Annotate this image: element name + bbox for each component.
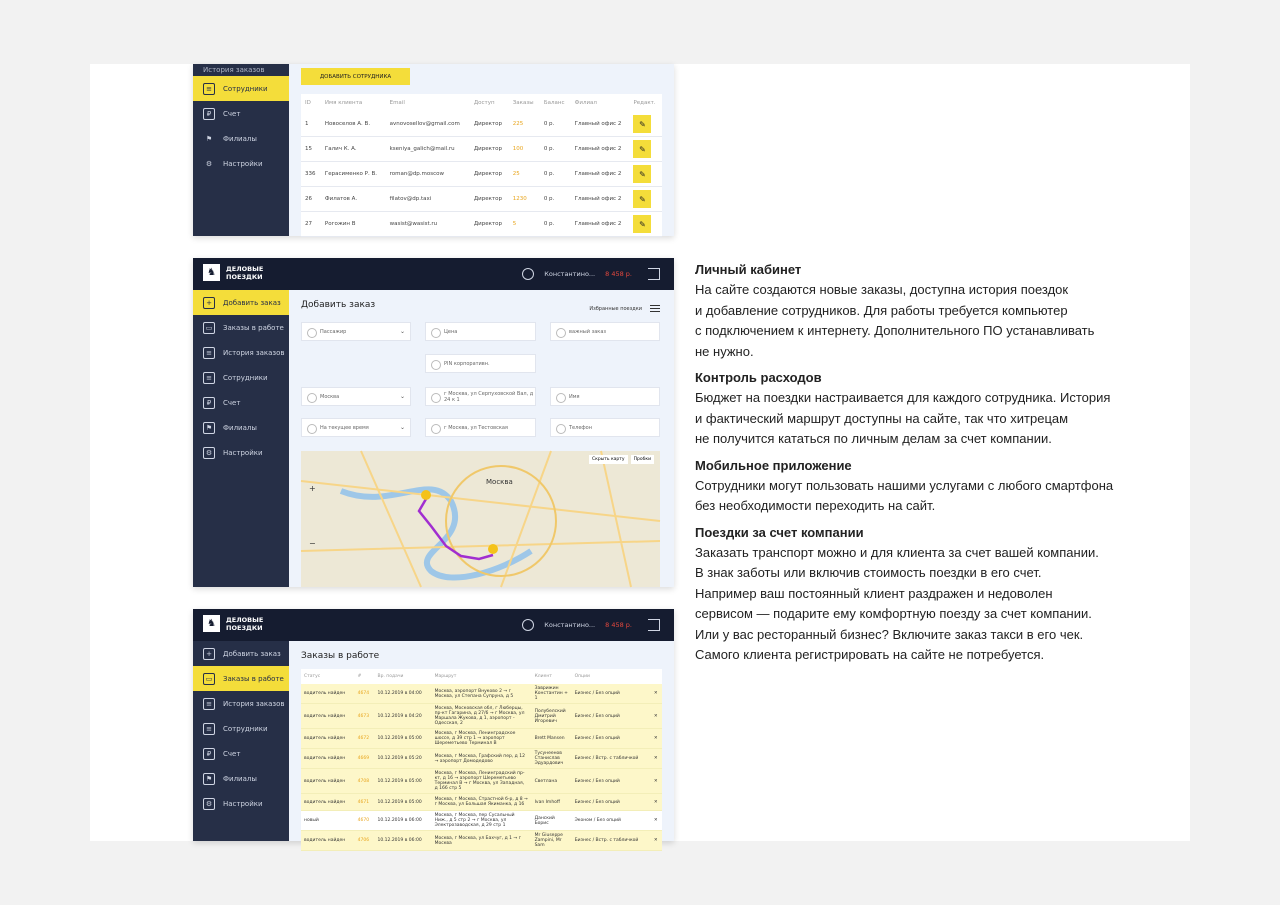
sidebar: [193, 64, 289, 236]
gear-icon: ⚙: [203, 798, 215, 810]
cell-status: водитель найден: [301, 729, 355, 749]
add-order-icon: +: [203, 297, 215, 309]
column-header: Редакт.: [633, 100, 656, 106]
sidebar-item[interactable]: [193, 716, 289, 741]
cell-num: 4673: [355, 704, 375, 729]
sidebar-item[interactable]: [193, 666, 289, 691]
sidebar-item-employees[interactable]: ≡ Сотрудники: [193, 76, 289, 101]
cell-route: Москва, г Москва, ул Бахчуг, д 1 → г Москва: [432, 831, 532, 851]
cell-id: 26: [301, 187, 321, 212]
menu-icon[interactable]: [650, 305, 660, 312]
sidebar-item-settings[interactable]: ⚙ Настройки: [193, 151, 289, 176]
cell-time: 10.12.2019 в 06:00: [375, 831, 432, 851]
section-body: Заказать транспорт можно и для клиента за счет вашей компании. В знак заботы или включив стоимость поездки в его счет. Например ваш постоянный клиент раздражен и недоволен сервисом — подарите ему комфортную поезду за счет компании. Или у вас ресторанный бизнес? Включите заказ такси в его чек. Самого клиента регистрировать на сайте не потребуется.: [695, 544, 1099, 662]
sidebar-item-label: Добавить заказ: [223, 298, 281, 307]
sidebar-item-label: Филиалы: [223, 774, 257, 783]
sidebar-item[interactable]: [193, 340, 289, 365]
cell-route: Москва, г Москва, Ленинградское шоссе, д 39 стр 1 → аэропорт Шереметьево Терминал В: [432, 729, 532, 749]
favorites-link[interactable]: Избранные поездки: [589, 306, 642, 312]
cell-name: Рогожин В: [321, 212, 386, 237]
document-icon: ▭: [203, 673, 215, 685]
chevron-down-icon: ⌄: [399, 393, 405, 400]
sidebar-item-label: Сотрудники: [223, 724, 268, 733]
cell-time: 10.12.2019 в 06:00: [375, 811, 432, 831]
sidebar-item-label: Филиалы: [223, 423, 257, 432]
table-row[interactable]: [301, 811, 662, 831]
column-header: Доступ: [473, 100, 495, 106]
user-icon[interactable]: [522, 619, 534, 631]
sidebar-item[interactable]: [193, 741, 289, 766]
cell-branch: Главный офис 2: [571, 187, 630, 212]
cell-edit: [629, 112, 662, 137]
sidebar: [193, 641, 289, 841]
cell-route: Москва, г Москва, Ленинградский пр-кт, д 16 → аэропорт Шереметьево Терминал В → г Москва, ул Западная, д 166 стр 5: [432, 769, 532, 794]
cell-time: 10.12.2019 в 05:20: [375, 749, 432, 769]
table-row[interactable]: [301, 729, 662, 749]
balance: 8 458 р.: [605, 270, 632, 278]
cell-email: roman@dp.moscow: [386, 162, 470, 187]
cell-status: водитель найден: [301, 794, 355, 811]
cell-close: [651, 749, 662, 769]
cell-balance: 0 р.: [540, 212, 571, 237]
user-name[interactable]: Константино...: [544, 270, 596, 278]
cell-num: 4672: [355, 729, 375, 749]
cell-num: 4706: [355, 831, 375, 851]
cell-orders: 100: [509, 137, 540, 162]
cell-id: 27: [301, 212, 321, 237]
logout-icon[interactable]: [648, 619, 660, 631]
sidebar-item[interactable]: [193, 390, 289, 415]
sidebar-item-label: Настройки: [223, 799, 263, 808]
badge-icon: ≡: [203, 372, 215, 384]
section-title: Мобильное приложение: [695, 457, 852, 473]
cell-close: [651, 704, 662, 729]
cell-opt: Бизнес / Без опций: [572, 704, 651, 729]
sidebar-item[interactable]: [193, 641, 289, 666]
cell-access: Директор: [470, 137, 509, 162]
map-svg: [301, 451, 660, 587]
price-input[interactable]: Цена: [425, 322, 536, 341]
end-pin-icon: [488, 544, 498, 554]
orders-table: [301, 669, 662, 851]
cell-email: wasist@wasist.ru: [386, 212, 470, 237]
document-icon: ▭: [203, 322, 215, 334]
close-icon[interactable]: ✕: [653, 818, 658, 823]
important-checkbox[interactable]: важный заказ: [550, 322, 660, 341]
address-to-input[interactable]: г Москва, ул Тестовская: [425, 418, 536, 437]
cell-close: [651, 684, 662, 704]
sidebar-item[interactable]: [193, 315, 289, 340]
table-row[interactable]: [301, 684, 662, 704]
table-row[interactable]: [301, 794, 662, 811]
cell-edit: [629, 187, 662, 212]
cell-close: [651, 811, 662, 831]
cell-access: Директор: [470, 187, 509, 212]
section-title: Поездки за счет компании: [695, 524, 864, 540]
cell-opt: Бизнес / Без опций: [572, 684, 651, 704]
cell-client: Ivan Imhoff: [532, 794, 572, 811]
section-body: На сайте создаются новые заказы, доступна история поездок и добавление сотрудников. Для работы требуется компьютер с подключением к интернету. Дополнительного ПО устанавливать не нужно.: [695, 282, 1095, 359]
cell-opt: Бизнес / Без опций: [572, 794, 651, 811]
edit-button[interactable]: ✎: [633, 215, 651, 233]
cell-route: Москва, г Москва, Графский пер, д 12 → аэропорт Домодедово: [432, 749, 532, 769]
flag-icon: ⚑: [203, 773, 215, 785]
cell-access: Директор: [470, 212, 509, 237]
cell-route: Москва, г Москва, Страстной б-р, д 8 → г Москва, ул Большая Якиманка, д 16: [432, 794, 532, 811]
column-header: Маршрут: [434, 674, 457, 679]
cell-access: Директор: [470, 162, 509, 187]
cell-id: 1: [301, 112, 321, 137]
start-pin-icon: [421, 490, 431, 500]
sidebar-item[interactable]: [193, 365, 289, 390]
table-row[interactable]: [301, 769, 662, 794]
cell-status: водитель найден: [301, 769, 355, 794]
sidebar-item[interactable]: [193, 766, 289, 791]
cell-branch: Главный офис 2: [571, 137, 630, 162]
cell-status: водитель найден: [301, 684, 355, 704]
add-employee-button[interactable]: ДОБАВИТЬ СОТРУДНИКА: [301, 68, 410, 85]
ruble-icon: ₽: [203, 108, 215, 120]
history-icon: ≡: [203, 698, 215, 710]
add-order-icon: +: [203, 648, 215, 660]
logo[interactable]: ♞ ДЕЛОВЫЕ ПОЕЗДКИ: [203, 264, 263, 281]
sidebar-item-label: Настройки: [223, 448, 263, 457]
orders-screenshot: [193, 609, 674, 848]
sidebar-item[interactable]: [193, 415, 289, 440]
cell-num: 4674: [355, 684, 375, 704]
city-select[interactable]: Москва ⌄: [301, 387, 411, 406]
cell-client: Заврижин Константин + 1: [532, 684, 572, 704]
sidebar-item-label: Сотрудники: [223, 373, 268, 382]
chevron-down-icon: ⌄: [399, 424, 405, 431]
column-header: Имя клиента: [324, 100, 363, 106]
close-icon[interactable]: ✕: [653, 736, 658, 741]
cell-num: 4708: [355, 769, 375, 794]
table-row[interactable]: [301, 187, 662, 212]
close-icon[interactable]: ✕: [653, 691, 658, 696]
cell-email: filatov@dp.taxi: [386, 187, 470, 212]
cell-client: Brett Mansen: [532, 729, 572, 749]
cell-opt: Бизнес / Без опций: [572, 729, 651, 749]
gear-icon: ⚙: [205, 159, 213, 168]
edit-button[interactable]: ✎: [633, 140, 651, 158]
cell-name: Филатов А.: [321, 187, 386, 212]
cell-status: новый: [301, 811, 355, 831]
passenger-select[interactable]: Пассажир ⌄: [301, 322, 411, 341]
close-icon[interactable]: ✕: [653, 713, 658, 719]
user-icon[interactable]: [522, 268, 534, 280]
add-order-screenshot: [193, 258, 674, 587]
close-icon[interactable]: ✕: [653, 799, 658, 805]
route-map[interactable]: [301, 451, 660, 587]
cell-orders: 25: [509, 162, 540, 187]
cell-name: Герасименко Р. В.: [321, 162, 386, 187]
cell-status: водитель найден: [301, 831, 355, 851]
gear-icon: ⚙: [203, 447, 215, 459]
close-icon[interactable]: ✕: [653, 778, 658, 784]
sidebar-item-label: История заказов: [223, 699, 285, 708]
cell-access: Директор: [470, 112, 509, 137]
topbar: [193, 258, 674, 290]
employees-screenshot: [193, 64, 674, 236]
cell-time: 10.12.2019 в 04:20: [375, 704, 432, 729]
cell-route: Москва, Московская обл, г Люберцы, пр-кт Гагарина, д 27/6 → г Москва, ул Маршала Жукова, д 1, аэропорт - Одесская, 2: [432, 704, 532, 729]
page-title: Заказы в работе: [301, 651, 380, 661]
topbar: [193, 609, 674, 641]
sidebar-item[interactable]: [193, 440, 289, 465]
section-title: Контроль расходов: [695, 370, 822, 385]
edit-button[interactable]: ✎: [633, 190, 651, 208]
time-select[interactable]: На текущее время ⌄: [301, 418, 411, 437]
cell-branch: Главный офис 2: [571, 162, 630, 187]
sidebar-item-label: Добавить заказ: [223, 649, 281, 658]
column-header: Опции: [574, 674, 590, 679]
column-header: Email: [389, 100, 405, 106]
sidebar-item-history[interactable]: История заказов: [203, 66, 265, 74]
cell-name: Галич К. А.: [321, 137, 386, 162]
map-city-label: Москва: [486, 478, 513, 486]
cell-branch: Главный офис 2: [571, 212, 630, 237]
sidebar-item[interactable]: [193, 290, 289, 315]
table-row[interactable]: [301, 137, 662, 162]
sidebar-item-label: История заказов: [223, 348, 285, 357]
table-row[interactable]: [301, 749, 662, 769]
cell-route: Москва, г Москва, пер Сусальный Ниж., д 5 стр 2 → г Москва, ул Электрозаводская, д 29 стр 1: [432, 811, 532, 831]
section-title: Личный кабинет: [695, 262, 802, 277]
zoom-in-icon[interactable]: +: [309, 484, 316, 493]
topbar-user: [522, 619, 660, 631]
column-header: Заказы: [512, 100, 534, 106]
chevron-down-icon: ⌄: [399, 328, 405, 335]
cell-balance: 0 р.: [540, 187, 571, 212]
close-icon[interactable]: ✕: [653, 838, 658, 843]
column-header: [651, 669, 662, 684]
cell-edit: [629, 162, 662, 187]
cell-opt: Бизнес / Встр. с табличкой: [572, 831, 651, 851]
topbar-user: [522, 268, 660, 280]
cell-status: водитель найден: [301, 749, 355, 769]
sidebar-item-label: Заказы в работе: [223, 323, 284, 332]
table-row[interactable]: [301, 162, 662, 187]
history-icon: ≡: [203, 347, 215, 359]
cell-orders: 5: [509, 212, 540, 237]
badge-icon: ≡: [203, 723, 215, 735]
cell-edit: [629, 212, 662, 237]
close-icon[interactable]: ✕: [653, 756, 658, 761]
column-header: Филиал: [574, 100, 597, 106]
horse-logo-icon: ♞: [203, 264, 220, 281]
flag-icon: ⚑: [203, 422, 215, 434]
pin-input[interactable]: PIN корпоративн.: [425, 354, 536, 373]
orders-main: [289, 641, 674, 848]
section-body: Сотрудники могут пользовать нашими услугами с любого смартфона без необходимости переходить на сайт.: [695, 477, 1114, 513]
logo[interactable]: ♞ ДЕЛОВЫЕ ПОЕЗДКИ: [203, 615, 263, 632]
user-name[interactable]: Константино...: [544, 621, 596, 629]
name-input[interactable]: Имя: [550, 387, 660, 406]
traffic-button[interactable]: Пробки: [631, 455, 654, 464]
sidebar-item-branches[interactable]: ⚑ Филиалы: [193, 126, 289, 151]
sidebar-item[interactable]: [193, 691, 289, 716]
cell-opt: Бизнес / Без опций: [572, 769, 651, 794]
column-header: Баланс: [543, 100, 565, 106]
flag-icon: ⚑: [205, 134, 213, 143]
sidebar-item-label: Счет: [223, 749, 241, 758]
logout-icon[interactable]: [648, 268, 660, 280]
employees-table: [301, 94, 662, 237]
zoom-out-icon[interactable]: −: [309, 539, 316, 548]
cell-num: 4669: [355, 749, 375, 769]
cell-orders: 1230: [509, 187, 540, 212]
table-row[interactable]: [301, 704, 662, 729]
ruble-icon: ₽: [203, 748, 215, 760]
cell-balance: 0 р.: [540, 162, 571, 187]
edit-button[interactable]: ✎: [633, 115, 651, 133]
address-from-input[interactable]: г Москва, ул Серпуховской Вал, д 24 к 1: [425, 387, 536, 406]
cell-time: 10.12.2019 в 04:00: [375, 684, 432, 704]
cell-name: Новоселов А. В.: [321, 112, 386, 137]
hide-map-button[interactable]: Скрыть карту: [589, 455, 628, 464]
section-body: Бюджет на поездки настраивается для каждого сотрудника. История и фактический маршрут доступны на сайте, так что хитрецам не получится кататься по личным делам за счет компании.: [695, 390, 1111, 446]
cell-opt: Бизнес / Встр. с табличкой: [572, 749, 651, 769]
cell-branch: Главный офис 2: [571, 112, 630, 137]
table-row[interactable]: [301, 831, 662, 851]
cell-balance: 0 р.: [540, 112, 571, 137]
sidebar: [193, 290, 289, 587]
cell-client: Данский Борис: [532, 811, 572, 831]
cell-close: [651, 769, 662, 794]
phone-input[interactable]: Телефон: [550, 418, 660, 437]
sidebar-item-label: Счет: [223, 398, 241, 407]
sidebar-item-account[interactable]: ₽ Счет: [193, 101, 289, 126]
cell-email: kseniya_galich@mail.ru: [386, 137, 470, 162]
ruble-icon: ₽: [203, 397, 215, 409]
employees-main: [289, 64, 674, 236]
cell-route: Москва, аэропорт Внуково 2 → г Москва, ул Степана Супруна, д 5: [432, 684, 532, 704]
sidebar-item[interactable]: [193, 791, 289, 816]
cell-time: 10.12.2019 в 05:00: [375, 769, 432, 794]
column-header: Статус: [304, 674, 321, 679]
cell-close: [651, 831, 662, 851]
cell-num: 4670: [355, 811, 375, 831]
cell-client: Mr Giuseppe Zampini, Mr Sam: [532, 831, 572, 851]
cell-balance: 0 р.: [540, 137, 571, 162]
column-header: #: [357, 674, 362, 679]
cell-client: Светлана: [532, 769, 572, 794]
cell-close: [651, 794, 662, 811]
cell-client: Тусунеенов Станислав Эдуардович: [532, 749, 572, 769]
description-text: [695, 262, 1135, 674]
column-header: Вр. подачи: [377, 674, 404, 679]
cell-num: 4671: [355, 794, 375, 811]
presentation-card: [90, 64, 1190, 848]
cell-opt: Эконом / Без опций: [572, 811, 651, 831]
cell-edit: [629, 137, 662, 162]
horse-logo-icon: ♞: [203, 615, 220, 632]
sidebar-item-label: Заказы в работе: [223, 674, 284, 683]
table-row[interactable]: [301, 212, 662, 237]
column-header: Клиент: [534, 674, 552, 679]
cell-id: 336: [301, 162, 321, 187]
cell-client: Полубелский Дмитрий Игоревич: [532, 704, 572, 729]
badge-icon: ≡: [203, 83, 215, 95]
cell-email: avnovosellov@gmail.com: [386, 112, 470, 137]
cell-time: 10.12.2019 в 05:00: [375, 794, 432, 811]
cell-time: 10.12.2019 в 05:00: [375, 729, 432, 749]
page-title: Добавить заказ: [301, 300, 376, 310]
cell-status: водитель найден: [301, 704, 355, 729]
cell-orders: 225: [509, 112, 540, 137]
column-header: ID: [305, 100, 311, 106]
edit-button[interactable]: ✎: [633, 165, 651, 183]
add-order-main: [289, 290, 674, 587]
balance: 8 458 р.: [605, 621, 632, 629]
table-row[interactable]: [301, 112, 662, 137]
cell-id: 15: [301, 137, 321, 162]
cell-close: [651, 729, 662, 749]
